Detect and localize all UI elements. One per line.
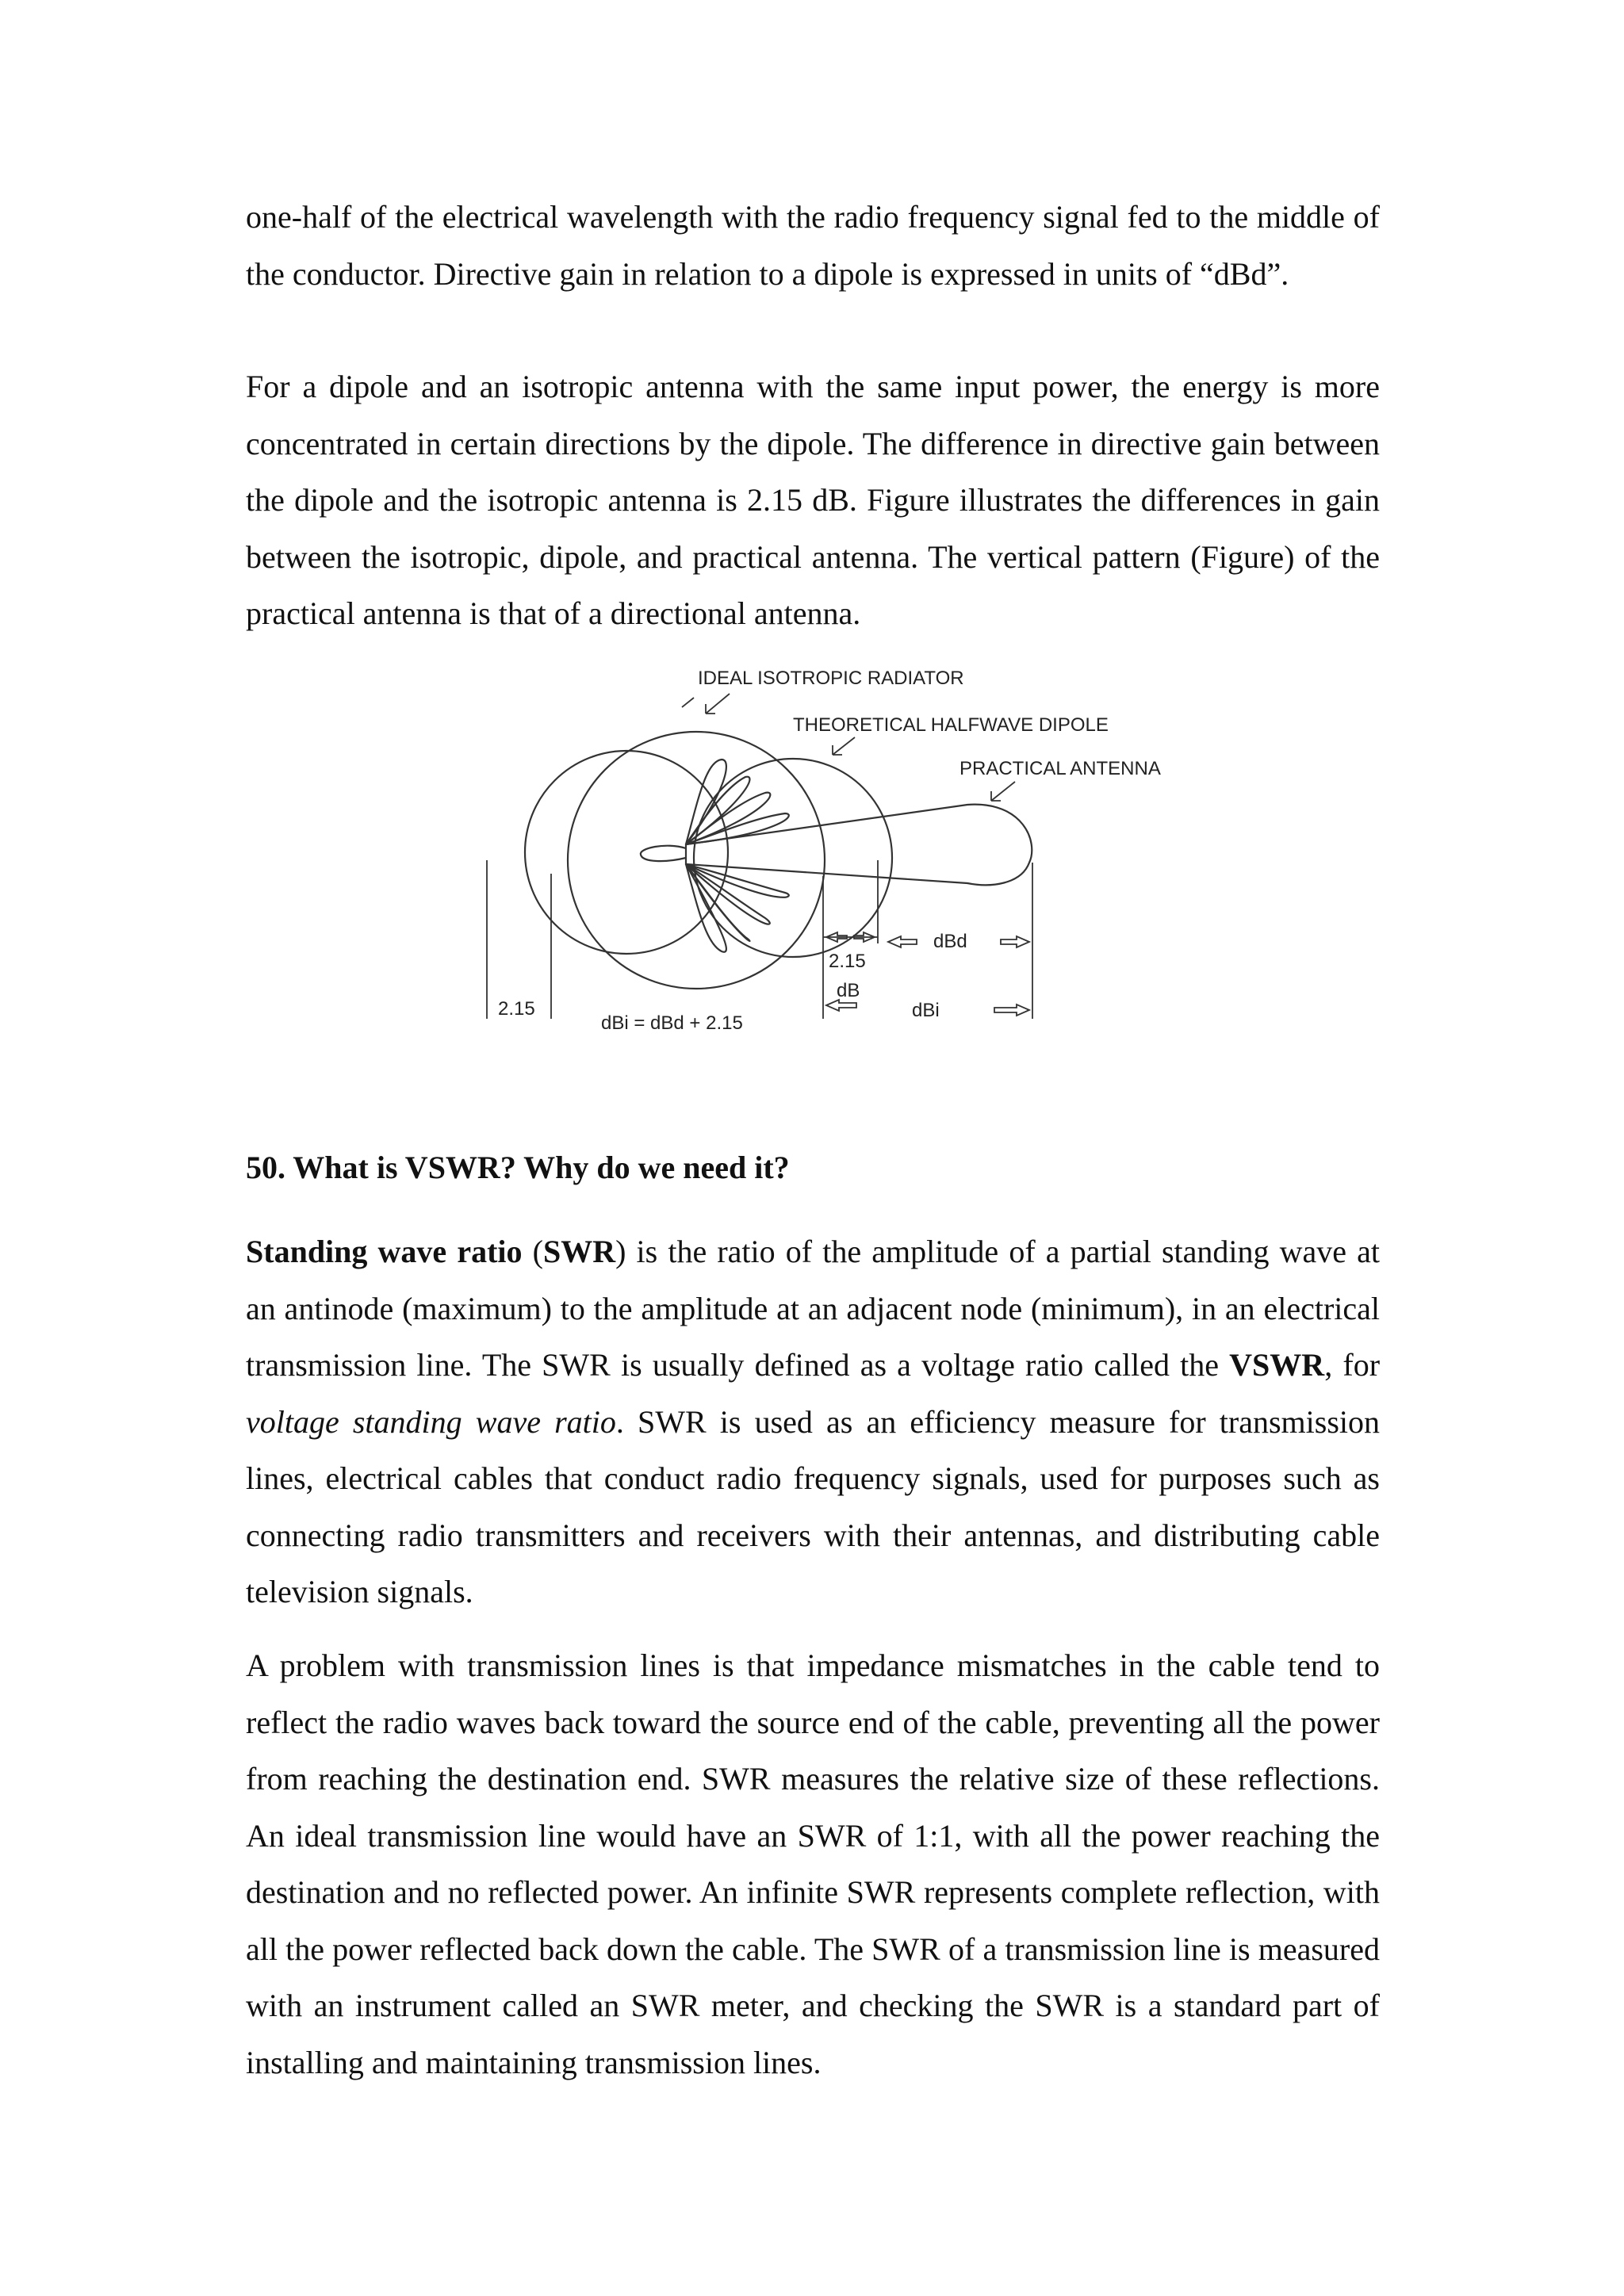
vswr-full: voltage standing wave ratio	[246, 1403, 616, 1440]
practical-main-lobe	[686, 805, 1032, 886]
label-215: 2.15	[829, 951, 866, 972]
label-dipole: THEORETICAL HALFWAVE DIPOLE	[793, 714, 1109, 736]
label-db: dB	[837, 980, 860, 1001]
antenna-gain-figure	[468, 658, 1182, 1039]
vswr-abbr: VSWR	[1229, 1347, 1325, 1383]
label-formula: dBi = dBd + 2.15	[601, 1012, 743, 1034]
swr-text-1: ) is the ratio of the amplitude of a partial standing wave at an antinode (maximum) to the amplitude at an adjacent node (minimum), in an electrical transmission line. The SWR is usually defined as a voltage ratio called the	[246, 1234, 1381, 1383]
label-isotropic: IDEAL ISOTROPIC RADIATOR	[698, 668, 964, 689]
swr-text-3: . SWR is used as an efficiency measure for transmission lines, electrical cables that conduct radio frequency signals, used for purposes such as connecting radio transmitters and receivers with their antennas, and distributing cable television signals.	[246, 1403, 1380, 1609]
swr-term: Standing wave ratio	[246, 1234, 523, 1269]
swr-definition-paragraph	[246, 1223, 1380, 1621]
pointer-arrows	[682, 694, 1015, 801]
transmission-problem-paragraph: A problem with transmission lines is that impedance mismatches in the cable tend to reflect the radio waves back toward the source end of the cable, preventing all the power from reaching the destination end. SWR measures the relative size of these reflections. An ideal transmission line would have an SWR of 1:1, with all the power reaching the destination and no reflected power. An infinite SWR represents complete reflection, with all the power reflected back down the cable. The SWR of a transmission line is measured with an instrument called an SWR meter, and checking the SWR is a standard part of installing and maintaining transmission lines.	[246, 1647, 1380, 2080]
intro-paragraph: one-half of the electrical wavelength with the radio frequency signal fed to the middle of the conductor. Directive gain in relation to a dipole is expressed in units of “dBd”.	[246, 199, 1380, 292]
label-left-215: 2.15	[498, 998, 535, 1020]
dipole-right-lobe	[694, 759, 892, 957]
swr-abbr: SWR	[542, 1234, 616, 1269]
dipole-left-lobe	[525, 751, 728, 954]
dipole-isotropic-paragraph: For a dipole and an isotropic antenna with the same input power, the energy is more concentrated in certain directions by the dipole. The difference in directive gain between the dipole and the isotropic antenna is 2.15 dB. Figure illustrates the differences in gain between the isotropic, dipole, and practical antenna. The vertical pattern (Figure) of the practical antenna is that of a directional antenna.	[246, 369, 1380, 631]
label-practical: PRACTICAL ANTENNA	[959, 758, 1161, 779]
swr-text-2: , for	[1324, 1347, 1381, 1383]
practical-side-lobes	[641, 760, 789, 952]
label-dbi: dBi	[912, 1000, 940, 1021]
section-heading: 50. What is VSWR? Why do we need it?	[246, 1150, 790, 1185]
label-dbd: dBd	[933, 931, 967, 952]
isotropic-circle	[568, 732, 825, 989]
swr-open-paren: (	[522, 1234, 543, 1269]
